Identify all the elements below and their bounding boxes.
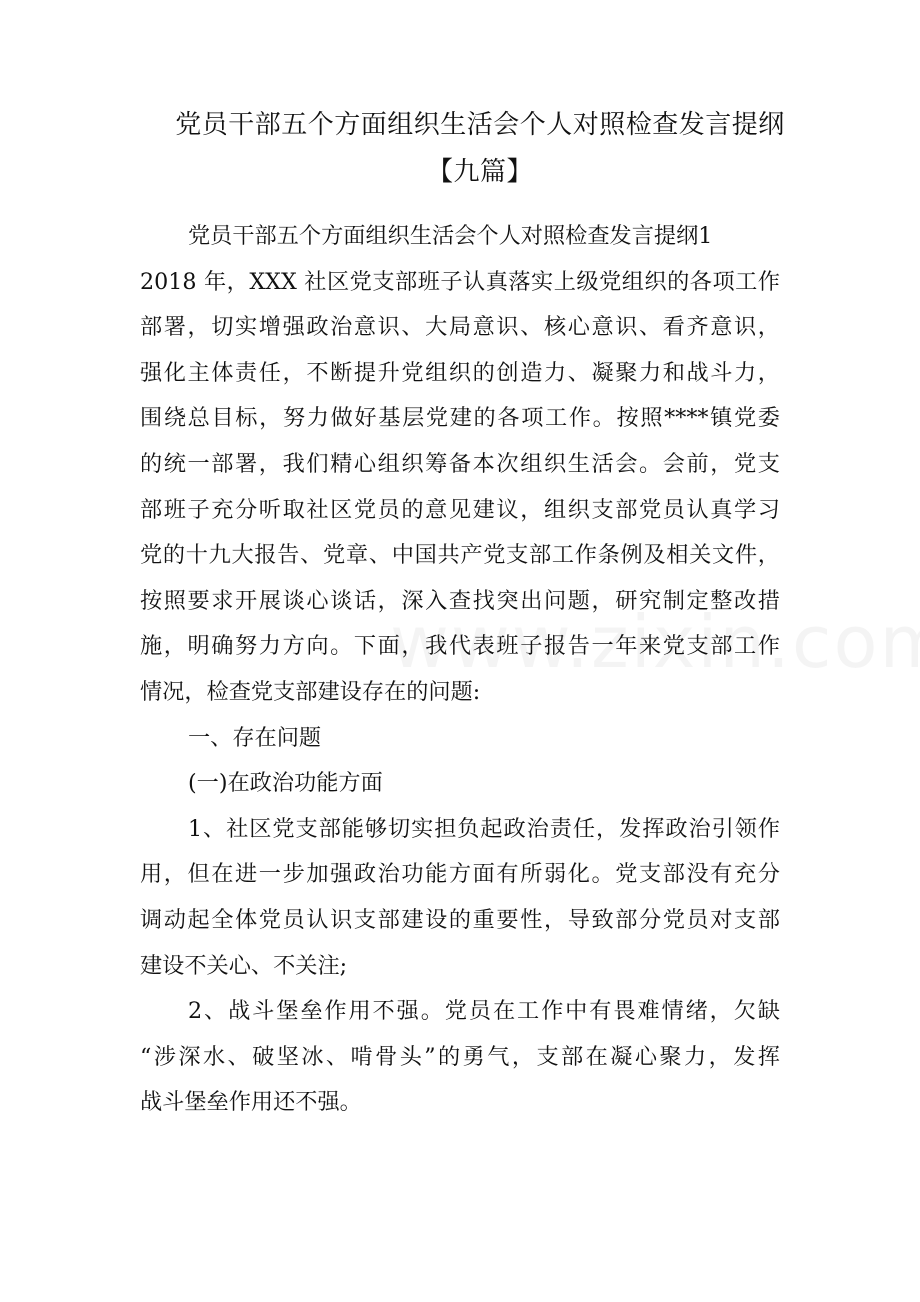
text-line: “涉深水、破坚冰、啃骨头”的勇气，支部在凝心聚力，发挥 <box>140 1043 780 1070</box>
text-line: 施，明确努力方向。下面，我代表班子报告一年来党支部工作 <box>140 633 780 660</box>
text-line: 1、社区党支部能够切实担负起政治责任，发挥政治引领作 <box>188 815 780 842</box>
text-line: 调动起全体党员认识支部建设的重要性，导致部分党员对支部 <box>140 906 780 933</box>
heading-level-2: (一)在政治功能方面 <box>188 770 383 797</box>
document-subtitle: 【九篇】 <box>426 157 533 187</box>
document-body <box>140 214 780 1126</box>
text-line: 建设不关心、不关注; <box>140 952 348 979</box>
text-line: 部班子充分听取社区党员的意见建议，组织支部党员认真学习 <box>140 496 780 523</box>
text-line: 围绕总目标，努力做好基层党建的各项工作。按照****镇党委 <box>140 405 780 432</box>
text-line: 战斗堡垒作用还不强。 <box>140 1089 362 1116</box>
document-title: 党员干部五个方面组织生活会个人对照检查发言提纲 <box>175 110 785 140</box>
text-line: 部署，切实增强政治意识、大局意识、核心意识、看齐意识， <box>140 314 780 341</box>
section-heading: 党员干部五个方面组织生活会个人对照检查发言提纲1 <box>188 223 713 249</box>
text-line: 的统一部署，我们精心组织筹备本次组织生活会。会前，党支 <box>140 450 780 477</box>
text-line: 用，但在进一步加强政治功能方面有所弱化。党支部没有充分 <box>140 861 780 888</box>
text-line: 强化主体责任，不断提升党组织的创造力、凝聚力和战斗力， <box>140 359 780 386</box>
text-line: 情况，检查党支部建设存在的问题: <box>140 678 481 705</box>
text-line: 党的十九大报告、党章、中国共产党支部工作条例及相关文件， <box>140 542 780 569</box>
text-line: 按照要求开展谈心谈话，深入查找突出问题，研究制定整改措 <box>140 587 780 614</box>
text-line: 2018 年，XXX 社区党支部班子认真落实上级党组织的各项工作 <box>140 268 780 295</box>
heading-level-1: 一、存在问题 <box>188 724 322 751</box>
text-line: 2、战斗堡垒作用不强。党员在工作中有畏难情绪，欠缺 <box>188 998 780 1025</box>
